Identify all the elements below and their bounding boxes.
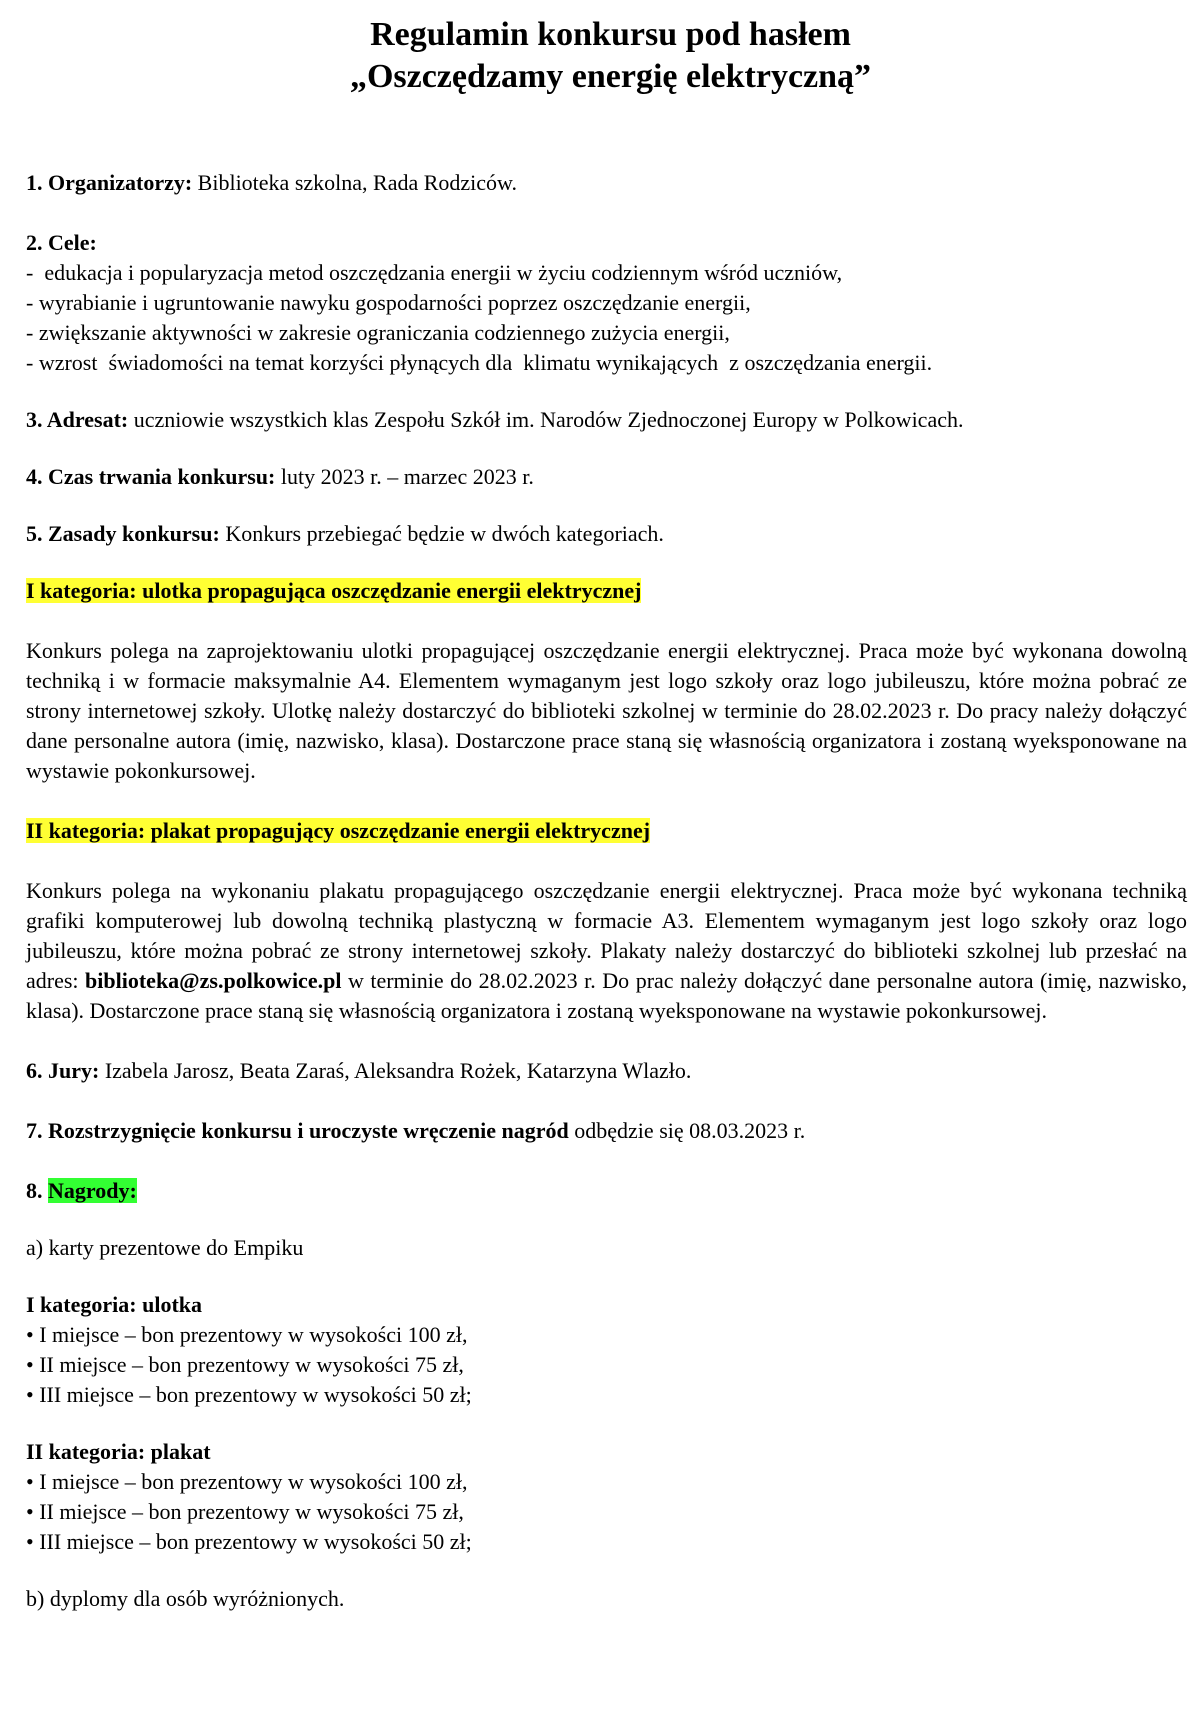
audience-label: 3. Adresat: (26, 407, 129, 432)
prizes-category-2 (26, 1437, 1187, 1557)
category-2-body-text-end: w terminie do 28.02.2023 r. Do prac należy dołączyć dane personalne autora (imię, nazwisko, klasa). Dostarczone prace staną się własnością organizatora i zostaną wyeksponowane na wystawie pokonkursowej. (26, 968, 1188, 1023)
section-resolution (26, 1116, 1187, 1146)
jury-label: 6. Jury: (26, 1058, 100, 1083)
duration-text: luty 2023 r. – marzec 2023 r. (275, 464, 534, 489)
prize-item: • I miejsce – bon prezentowy w wysokości 100 zł, (26, 1322, 468, 1347)
section-prizes (26, 1176, 1187, 1206)
organizers-text: Biblioteka szkolna, Rada Rodziców. (192, 170, 518, 195)
jury-text: Izabela Jarosz, Beata Zaraś, Aleksandra Rożek, Katarzyna Wlazło. (99, 1058, 692, 1083)
goal-item: - wyrabianie i ugruntowanie nawyku gospodarności poprzez oszczędzanie energii, (26, 290, 751, 315)
section-jury (26, 1056, 1187, 1086)
category-2-heading-row (26, 816, 1187, 846)
section-rules (26, 519, 1187, 549)
rules-label: 5. Zasady konkursu: (26, 521, 220, 546)
rules-text: Konkurs przebiegać będzie w dwóch kategoriach. (219, 521, 664, 546)
goal-item: - edukacja i popularyzacja metod oszczędzania energii w życiu codziennym wśród uczniów, (26, 260, 843, 285)
document-title (26, 14, 1187, 98)
title-line-2: „Oszczędzamy energię elektryczną” (349, 58, 872, 95)
audience-text: uczniowie wszystkich klas Zespołu Szkół im. Narodów Zjednoczonej Europy w Polkowicach. (128, 407, 964, 432)
section-audience (26, 405, 1187, 435)
prizes-a: a) karty prezentowe do Empiku (26, 1235, 304, 1260)
resolution-label: 7. Rozstrzygnięcie konkursu i uroczyste wręczenie nagród (26, 1118, 569, 1143)
goals-label: 2. Cele: (26, 230, 97, 255)
title-line-1: Regulamin konkursu pod hasłem (370, 16, 851, 53)
prizes-b: b) dyplomy dla osób wyróżnionych. (26, 1586, 345, 1611)
resolution-text: odbędzie się 08.03.2023 r. (568, 1118, 806, 1143)
organizers-label: 1. Organizatorzy: (26, 170, 193, 195)
prize-item: • III miejsce – bon prezentowy w wysokości 50 zł; (26, 1382, 472, 1407)
category-1-body: Konkurs polega na zaprojektowaniu ulotki propagującej oszczędzanie energii elektrycznej. Praca może być wykonana dowolną techniką i w formacie maksymalnie A4. Elementem wymaganym jest logo szkoły oraz logo jubileuszu, które można pobrać ze strony internetowej szkoły. Ulotkę należy dostarczyć do biblioteki szkolnej w terminie do 28.02.2023 r. Do pracy należy dołączyć dane personalne autora (imię, nazwisko, klasa). Dostarczone prace staną się własnością organizatora i zostaną wyeksponowane na wystawie pokonkursowej. (26, 638, 1187, 783)
prizes-category-2-label: II kategoria: plakat (26, 1439, 211, 1464)
category-2-heading: II kategoria: plakat propagujący oszczędzanie energii elektrycznej (26, 818, 651, 843)
prize-item: • III miejsce – bon prezentowy w wysokości 50 zł; (26, 1529, 472, 1554)
category-2-body-text: Konkurs polega na wykonaniu plakatu propagującego oszczędzanie energii elektrycznej. Praca może być wykonana techniką grafiki komputerowej lub dowolną techniką plastyczną w formacie A3. Elementem wymaganym jest logo szkoły oraz logo jubileuszu, które można pobrać ze strony internetowej szkoły. Plakaty należy dostarczyć do biblioteki szkolnej lub przesłać na adres: (26, 878, 1187, 993)
category-1-heading-row (26, 576, 1187, 606)
duration-label: 4. Czas trwania konkursu: (26, 464, 276, 489)
category-1-heading: I kategoria: ulotka propagująca oszczędzanie energii elektrycznej (26, 578, 642, 603)
prizes-category-1 (26, 1290, 1187, 1410)
prizes-category-1-label: I kategoria: ulotka (26, 1292, 202, 1317)
prize-item: • II miejsce – bon prezentowy w wysokości 75 zł, (26, 1352, 464, 1377)
section-duration (26, 462, 1187, 492)
category-2-body (26, 876, 1187, 1026)
prizes-number: 8. (26, 1178, 48, 1203)
section-goals (26, 228, 1187, 378)
goal-item: - wzrost świadomości na temat korzyści płynących dla klimatu wynikających z oszczędzania energii. (26, 350, 933, 375)
prizes-label: Nagrody: (48, 1178, 137, 1203)
goal-item: - zwiększanie aktywności w zakresie ograniczania codziennego zużycia energii, (26, 320, 730, 345)
prize-item: • II miejsce – bon prezentowy w wysokości 75 zł, (26, 1499, 464, 1524)
contact-email[interactable]: biblioteka@zs.polkowice.pl (85, 968, 342, 993)
prize-item: • I miejsce – bon prezentowy w wysokości 100 zł, (26, 1469, 468, 1494)
section-organizers (26, 168, 1187, 198)
